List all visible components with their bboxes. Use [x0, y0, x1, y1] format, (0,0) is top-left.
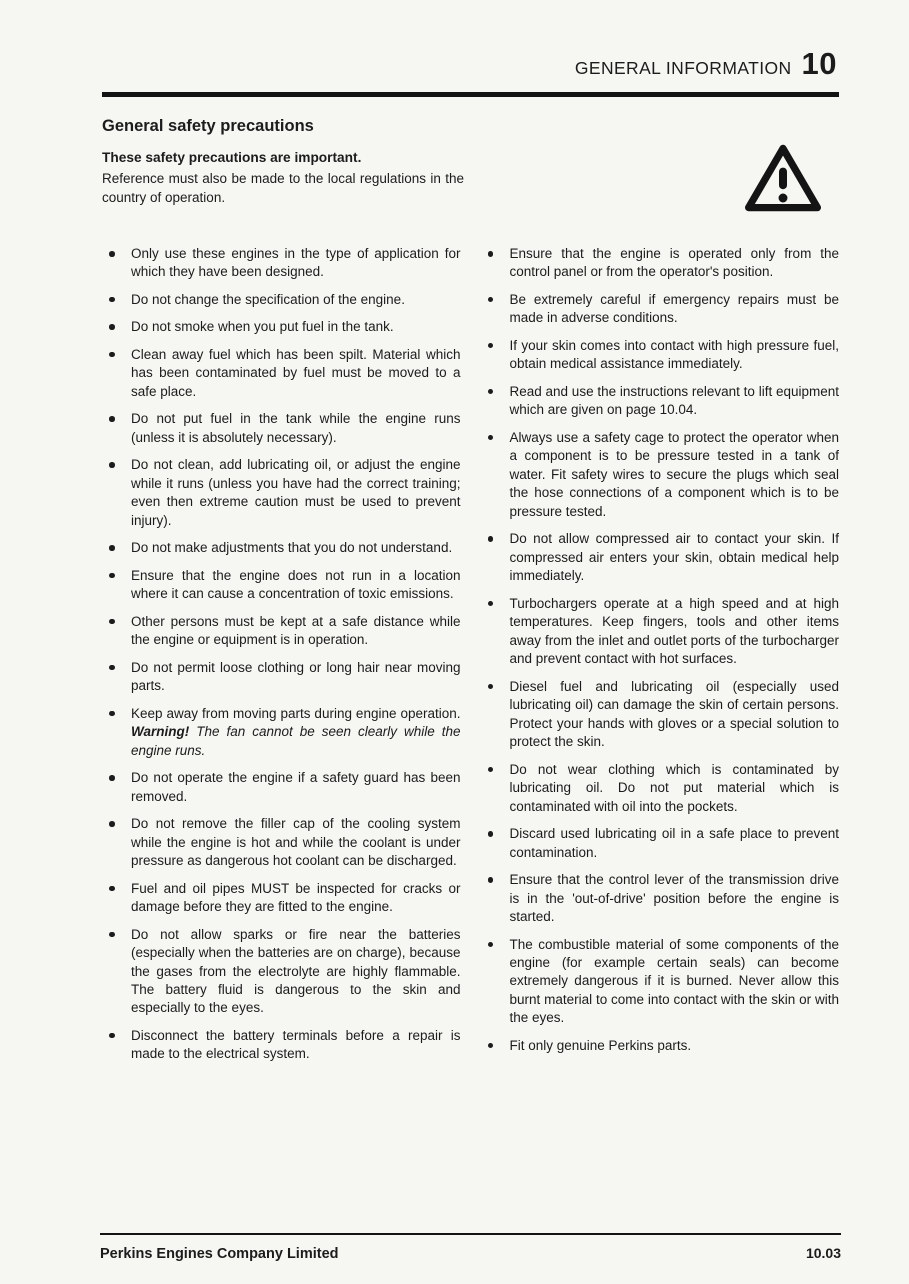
- header-rule: [102, 92, 839, 97]
- section-number: 10: [801, 46, 837, 81]
- bullet-item: The combustible material of some components of the engine (for example certain seals) can become extremely dangerous if it is burned. Never allow this burnt material to come into contact with the skin or with the eyes.: [481, 936, 840, 1028]
- bullet-item: Do not clean, add lubricating oil, or adjust the engine while it runs (unless you have had the correct training; even then extreme caution must be used to prevent injury).: [102, 456, 461, 530]
- bullet-item: Turbochargers operate at a high speed and at high temperatures. Keep fingers, tools and other items away from the inlet and outlet ports of the turbocharger and prevent contact with hot surfaces.: [481, 595, 840, 669]
- bullet-item: If your skin comes into contact with high pressure fuel, obtain medical assistance immediately.: [481, 337, 840, 374]
- right-column: [481, 245, 840, 1073]
- intro-text: Reference must also be made to the local regulations in the country of operation.: [102, 170, 464, 205]
- bullet-item: Ensure that the engine does not run in a location where it can cause a concentration of toxic emissions.: [102, 567, 461, 604]
- bullet-item: Always use a safety cage to protect the operator when a component is to be pressure tested in a tank of water. Fit safety wires to secure the plugs which seal the hose connections of a component which is to be pressure tested.: [481, 429, 840, 521]
- intro-section: [102, 149, 839, 233]
- left-column: [102, 245, 461, 1073]
- bullet-list-left: [102, 245, 461, 1064]
- bullet-item: Do not put fuel in the tank while the engine runs (unless it is absolutely necessary).: [102, 410, 461, 447]
- bullet-list-right: [481, 245, 840, 1055]
- bullet-item: Do not allow sparks or fire near the batteries (especially when the batteries are on charge), because the gases from the electrolyte are highly flammable. The battery fluid is dangerous to the skin and especially to the eyes.: [102, 926, 461, 1018]
- bullet-item: Fit only genuine Perkins parts.: [481, 1037, 840, 1055]
- bullet-item: Ensure that the control lever of the transmission drive is in the 'out-of-drive' position before the engine is started.: [481, 871, 840, 926]
- footer-company: Perkins Engines Company Limited: [100, 1246, 339, 1262]
- intro-paragraph: [102, 149, 464, 207]
- bullet-item: Do not wear clothing which is contaminated by lubricating oil. Do not put material which is contaminated with oil into the pockets.: [481, 761, 840, 816]
- bullet-item: Be extremely careful if emergency repairs must be made in adverse conditions.: [481, 291, 840, 328]
- bullet-item: Fuel and oil pipes MUST be inspected for cracks or damage before they are fitted to the engine.: [102, 880, 461, 917]
- bullet-item: Do not smoke when you put fuel in the tank.: [102, 318, 461, 336]
- bullet-item: Do not change the specification of the engine.: [102, 291, 461, 309]
- bullet-item: Do not allow compressed air to contact your skin. If compressed air enters your skin, obtain medical help immediately.: [481, 530, 840, 585]
- bullet-item: Disconnect the battery terminals before a repair is made to the electrical system.: [102, 1027, 461, 1064]
- page-footer: [100, 1233, 841, 1263]
- bullet-item: Ensure that the engine is operated only from the control panel or from the operator's position.: [481, 245, 840, 282]
- bullet-item: Only use these engines in the type of application for which they have been designed.: [102, 245, 461, 282]
- intro-bold-line: These safety precautions are important.: [102, 150, 362, 165]
- warning-triangle-icon: [743, 141, 823, 215]
- page-header: [102, 46, 839, 82]
- bullet-item: Do not operate the engine if a safety guard has been removed.: [102, 769, 461, 806]
- bullet-item: Do not make adjustments that you do not understand.: [102, 539, 461, 557]
- bullet-item: Discard used lubricating oil in a safe place to prevent contamination.: [481, 825, 840, 862]
- bullet-item: Do not remove the filler cap of the cooling system while the engine is hot and while the coolant is under pressure as dangerous hot coolant can be discharged.: [102, 815, 461, 870]
- footer-rule: [100, 1233, 841, 1236]
- bullet-item: Clean away fuel which has been spilt. Material which has been contaminated by fuel must be moved to a safe place.: [102, 346, 461, 401]
- page-title: General safety precautions: [102, 117, 314, 135]
- two-column-body: [102, 245, 839, 1073]
- footer-page-number: 10.03: [805, 1245, 841, 1261]
- bullet-item: Diesel fuel and lubricating oil (especially used lubricating oil) can damage the skin of certain persons. Protect your hands with gloves or a special solution to protect the skin.: [481, 678, 840, 752]
- bullet-item: Do not permit loose clothing or long hair near moving parts.: [102, 659, 461, 696]
- bullet-item: Other persons must be kept at a safe distance while the engine or equipment is in operation.: [102, 613, 461, 650]
- bullet-item: Keep away from moving parts during engine operation. Warning! The fan cannot be seen clearly while the engine runs.: [102, 705, 461, 760]
- bullet-item: Read and use the instructions relevant to lift equipment which are given on page 10.04.: [481, 383, 840, 420]
- section-title: GENERAL INFORMATION: [574, 58, 792, 78]
